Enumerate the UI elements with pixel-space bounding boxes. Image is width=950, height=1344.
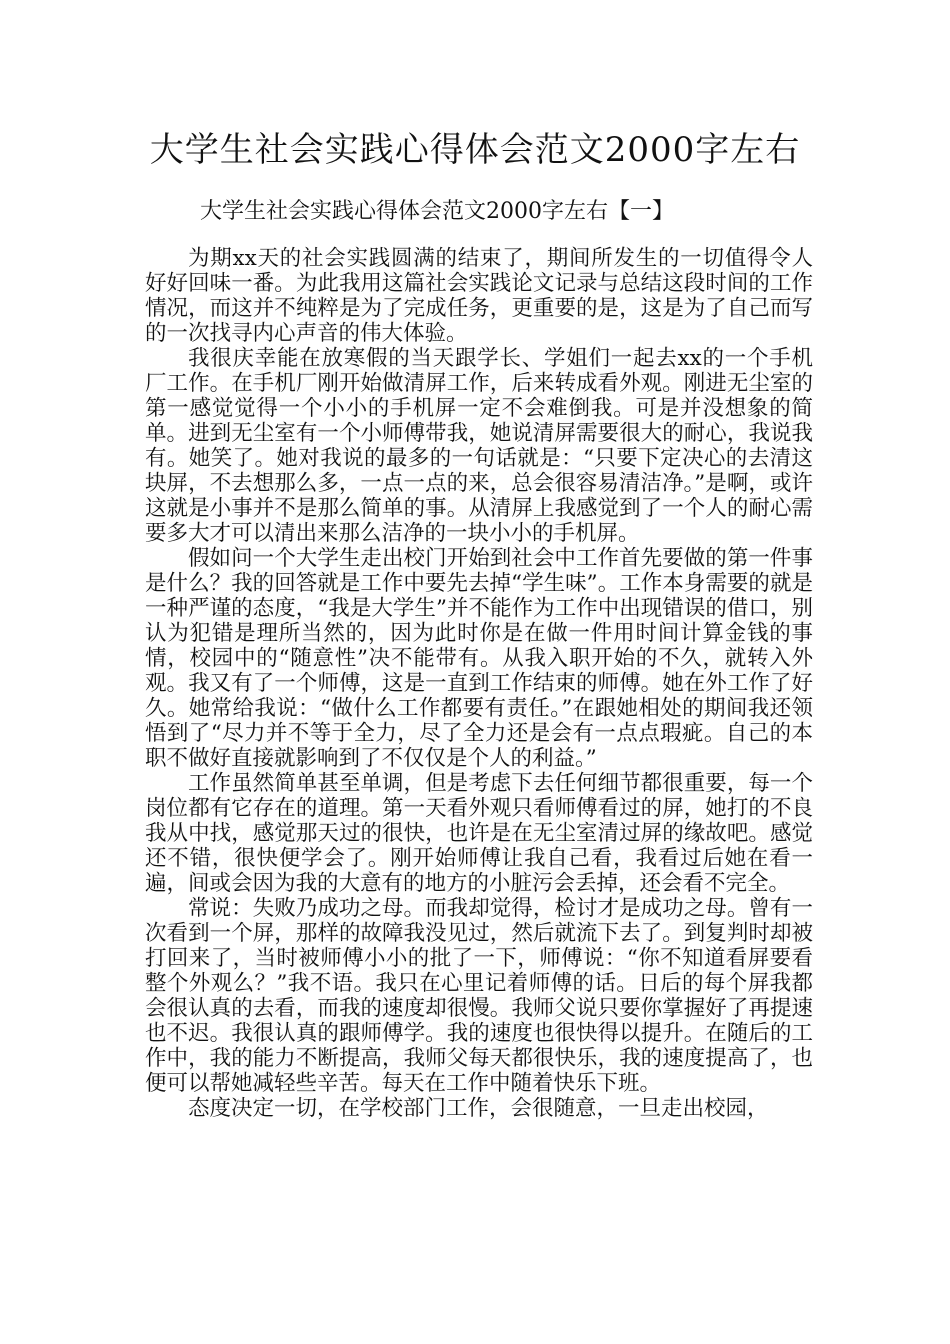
document-body [145, 246, 813, 1121]
paragraph: 我很庆幸能在放寒假的当天跟学长、学姐们一起去xx的一个手机厂工作。在手机厂刚开始做清屏工作，后来转成看外观。刚进无尘室的第一感觉觉得一个小小的手机屏一定不会难倒我。可是并没想象的简单。进到无尘室有一个小师傅带我，她说清屏需要很大的耐心，我说我有。她笑了。她对我说的最多的一句话就是：“只要下定决心的去清这块屏，不去想那么多，一点一点的来，总会很容易清洁净。”是啊，或许这就是小事并不是那么简单的事。从清屏上我感觉到了一个人的耐心需要多大才可以清出来那么洁净的一块小小的手机屏。 [145, 346, 813, 546]
section-heading: 大学生社会实践心得体会范文2000字左右【一】 [200, 199, 674, 224]
paragraph: 常说：失败乃成功之母。而我却觉得，检讨才是成功之母。曾有一次看到一个屏，那样的故障我没见过，然后就流下去了。到复判时却被打回来了，当时被师傅小小的批了一下，师傅说：“你不知道看屏要看整个外观么？”我不语。我只在心里记着师傅的话。日后的每个屏我都会很认真的去看，而我的速度却很慢。我师父说只要你掌握好了再提速也不迟。我很认真的跟师傅学。我的速度也很快得以提升。在随后的工作中，我的能力不断提高，我师父每天都很快乐，我的速度提高了，也便可以帮她减轻些辛苦。每天在工作中随着快乐下班。 [145, 896, 813, 1096]
paragraph: 假如问一个大学生走出校门开始到社会中工作首先要做的第一件事是什么？我的回答就是工作中要先去掉“学生味”。工作本身需要的就是一种严谨的态度，“我是大学生”并不能作为工作中出现错误的借口，别认为犯错是理所当然的，因为此时你是在做一件用时间计算金钱的事情，校园中的“随意性”决不能带有。从我入职开始的不久，就转入外观。我又有了一个师傅，这是一直到工作结束的师傅。她在外工作了好久。她常给我说：“做什么工作都要有责任。”在跟她相处的期间我还领悟到了“尽力并不等于全力，尽了全力还是会有一点点瑕疵。自己的本职不做好直接就影响到了不仅仅是个人的利益。” [145, 546, 813, 771]
paragraph: 态度决定一切，在学校部门工作，会很随意，一旦走出校园， [188, 1096, 769, 1121]
paragraph: 为期xx天的社会实践圆满的结束了，期间所发生的一切值得令人好好回味一番。为此我用这篇社会实践论文记录与总结这段时间的工作情况，而这并不纯粹是为了完成任务，更重要的是，这是为了自己而写的一次找寻内心声音的伟大体验。 [145, 246, 813, 346]
paragraph: 工作虽然简单甚至单调，但是考虑下去任何细节都很重要，每一个岗位都有它存在的道理。第一天看外观只看师傅看过的屏，她打的不良我从中找，感觉那天过的很快，也许是在无尘室清过屏的缘故吧。感觉还不错，很快便学会了。刚开始师傅让我自己看，我看过后她在看一遍，间或会因为我的大意有的地方的小脏污会丢掉，还会看不完全。 [145, 771, 813, 896]
document-title: 大学生社会实践心得体会范文2000字左右 [149, 130, 801, 170]
